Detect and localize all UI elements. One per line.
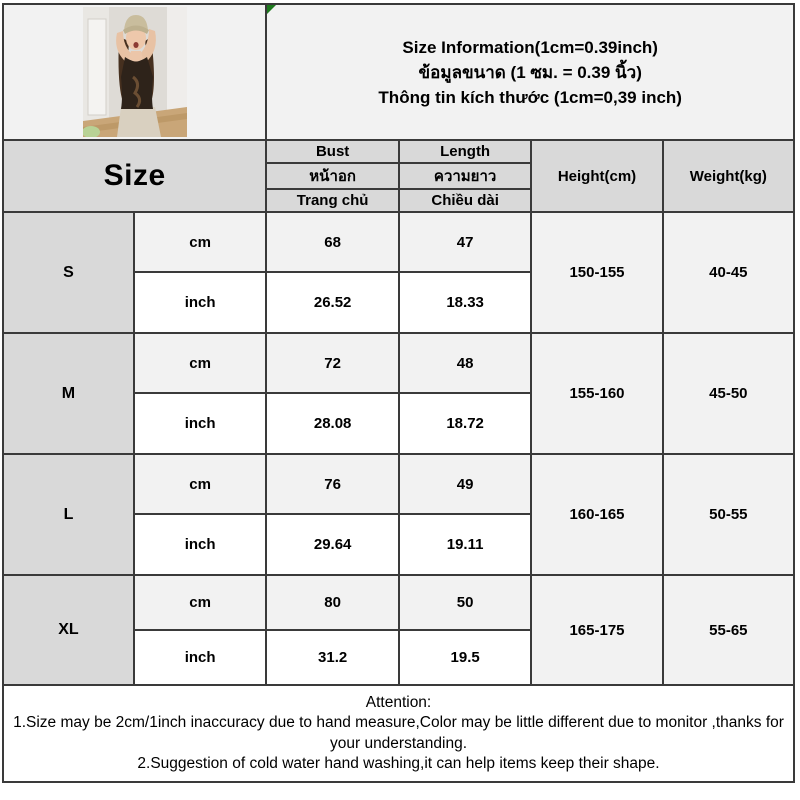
size-cell: S	[3, 212, 134, 333]
bust-cm-value: 76	[266, 454, 398, 514]
weight-value: 50-55	[663, 454, 794, 575]
title-row	[3, 4, 794, 140]
size-info-title-cell	[266, 4, 794, 140]
size-cell: L	[3, 454, 134, 575]
product-photo	[83, 7, 187, 137]
bust-cm-value: 72	[266, 333, 398, 393]
header-bust-en: Bust	[266, 140, 398, 163]
weight-value: 55-65	[663, 575, 794, 685]
unit-cell: cm	[134, 333, 266, 393]
unit-cell: inch	[134, 514, 266, 575]
unit-cell: inch	[134, 393, 266, 454]
size-chart-sheet	[2, 3, 795, 783]
green-corner-marker	[267, 5, 276, 14]
bust-cm-value: 80	[266, 575, 398, 630]
bust-inch-value: 29.64	[266, 514, 398, 575]
height-value: 165-175	[531, 575, 662, 685]
attention-heading: Attention:	[365, 693, 432, 711]
bust-inch-value: 26.52	[266, 272, 398, 333]
length-inch-value: 19.5	[399, 630, 531, 685]
unit-cell: cm	[134, 212, 266, 272]
size-chart-table	[2, 3, 795, 783]
weight-value: 40-45	[663, 212, 794, 333]
unit-cell: inch	[134, 272, 266, 333]
title-line-en: Size Information(1cm=0.39inch)	[402, 37, 658, 57]
height-value: 150-155	[531, 212, 662, 333]
height-value: 155-160	[531, 333, 662, 454]
attention-cell	[3, 685, 794, 782]
attention-line-1: 1.Size may be 2cm/1inch inaccuracy due to hand measure,Color may be little different due to monitor ,thanks for your understanding.	[13, 714, 784, 752]
title-line-vi: Thông tin kích thước (1cm=0,39 inch)	[378, 87, 682, 107]
unit-cell: cm	[134, 575, 266, 630]
header-length-vi: Chiều dài	[399, 189, 531, 212]
header-length-th: ความยาว	[399, 163, 531, 189]
header-size: Size	[3, 140, 266, 212]
header-bust-th: หน้าอก	[266, 163, 398, 189]
length-cm-value: 48	[399, 333, 531, 393]
attention-line-2: 2.Suggestion of cold water hand washing,it can help items keep their shape.	[137, 755, 660, 772]
weight-value: 45-50	[663, 333, 794, 454]
row-xl-cm	[3, 575, 794, 630]
header-bust-vi: Trang chủ	[266, 189, 398, 212]
height-value: 160-165	[531, 454, 662, 575]
header-height: Height(cm)	[531, 140, 662, 212]
attention-row	[3, 685, 794, 782]
bust-inch-value: 28.08	[266, 393, 398, 454]
product-photo-cell	[3, 4, 266, 140]
unit-cell: cm	[134, 454, 266, 514]
length-cm-value: 49	[399, 454, 531, 514]
length-cm-value: 50	[399, 575, 531, 630]
length-inch-value: 18.33	[399, 272, 531, 333]
size-cell: XL	[3, 575, 134, 685]
row-l-cm	[3, 454, 794, 514]
bust-cm-value: 68	[266, 212, 398, 272]
length-cm-value: 47	[399, 212, 531, 272]
length-inch-value: 19.11	[399, 514, 531, 575]
header-length-en: Length	[399, 140, 531, 163]
title-line-th: ข้อมูลขนาด (1 ซม. = 0.39 นิ้ว)	[418, 62, 642, 82]
unit-cell: inch	[134, 630, 266, 685]
header-row-1	[3, 140, 794, 163]
row-s-cm	[3, 212, 794, 272]
size-cell: M	[3, 333, 134, 454]
row-m-cm	[3, 333, 794, 393]
length-inch-value: 18.72	[399, 393, 531, 454]
bust-inch-value: 31.2	[266, 630, 398, 685]
header-weight: Weight(kg)	[663, 140, 794, 212]
